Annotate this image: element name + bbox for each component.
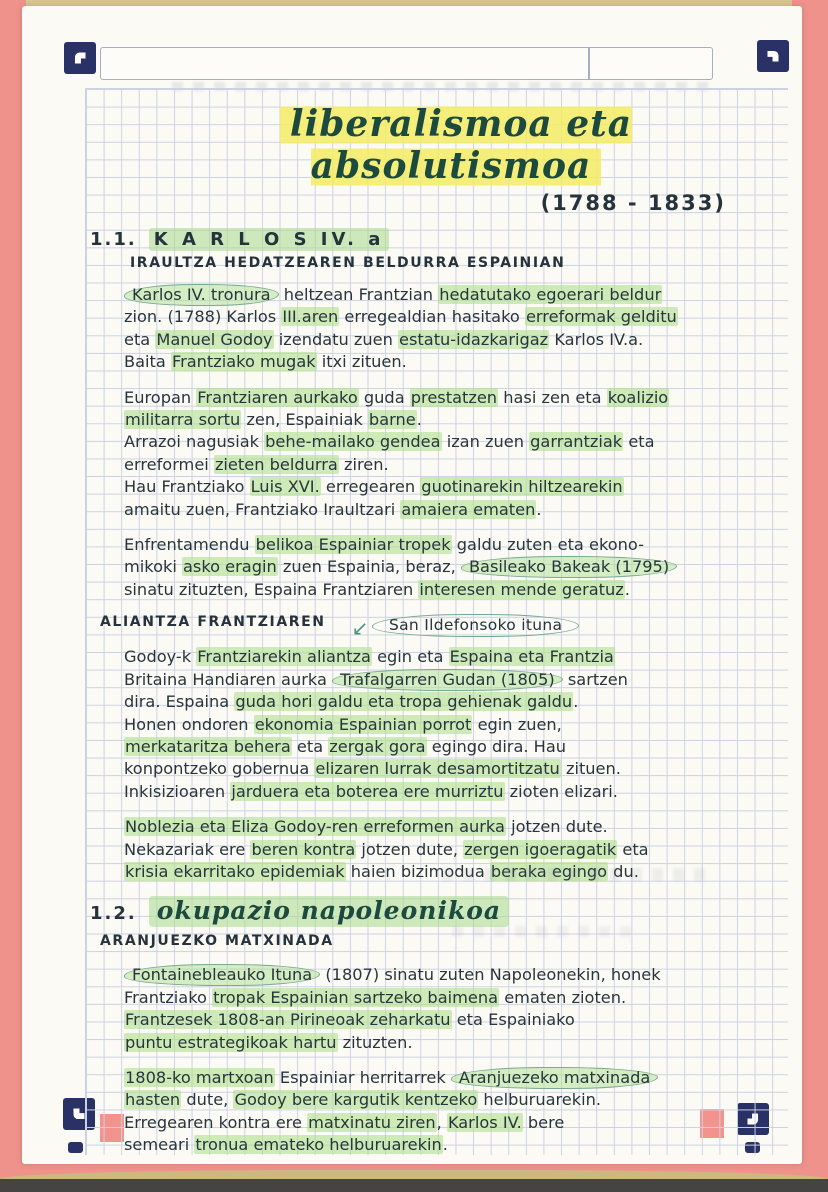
note-text: Erregearen kontra ere xyxy=(124,1112,308,1132)
name-field xyxy=(100,47,713,80)
note-paragraph xyxy=(124,646,784,803)
note-text: . xyxy=(573,692,579,712)
note-text: zen, Espainiak xyxy=(241,410,368,430)
highlighted-text: merkataritza behera xyxy=(125,736,291,756)
note-text: amaitu zuen, Frantziako Iraultzari xyxy=(124,499,401,519)
highlighted-text: guda hori galdu eta tropa gehienak galdu xyxy=(235,692,573,712)
highlighted-text: amaiera ematen xyxy=(401,499,536,519)
note-text: erreformei xyxy=(124,454,214,474)
note-text: haien bizimodua xyxy=(345,861,490,881)
subheading: ARANJUEZKO MATXINADA xyxy=(100,933,334,950)
note-text: Godoy-k xyxy=(124,647,197,667)
scan-corner-icon xyxy=(757,40,789,72)
highlighted-text: Luis XVI. xyxy=(250,477,320,497)
note-text: Baita xyxy=(124,352,171,372)
note-text: ematen zioten. xyxy=(499,987,627,1007)
section-heading xyxy=(90,229,784,250)
note-text: semeari xyxy=(124,1135,195,1155)
note-line xyxy=(124,534,784,556)
highlighted-text: prestatzen xyxy=(410,387,498,407)
note-line xyxy=(124,1089,784,1111)
name-box-divider xyxy=(588,48,590,79)
circled-term: Basileako Bakeak (1795) xyxy=(461,556,677,578)
note-text: sartzen xyxy=(562,669,628,689)
note-text: bere xyxy=(522,1112,565,1132)
note-line xyxy=(124,284,784,306)
note-text: egin zuen, xyxy=(472,714,562,734)
note-text: hasi zen eta xyxy=(498,387,607,407)
circled-term: Aranjuezeko matxinada xyxy=(451,1067,658,1089)
note-paragraph xyxy=(124,284,784,374)
note-line xyxy=(124,987,784,1009)
note-text: eta xyxy=(124,329,156,349)
notes-period: (1788 - 1833) xyxy=(540,191,726,215)
section-heading xyxy=(90,896,784,925)
highlighted-text: Karlos IV. xyxy=(447,1112,522,1132)
notes-title xyxy=(128,103,784,187)
note-text: konpontzeko gobernua xyxy=(124,759,315,779)
note-text: heltzean Frantzian xyxy=(278,285,439,304)
note-paragraph xyxy=(124,534,784,601)
note-paragraph xyxy=(124,387,784,521)
section-number: 1.2. xyxy=(90,903,137,925)
note-text: Britaina Handiaren aurka xyxy=(124,669,333,689)
note-text: . xyxy=(442,1135,448,1155)
note-text: Nekazariak ere xyxy=(124,839,251,859)
note-text: izendatu zuen xyxy=(273,329,399,349)
annotation-bubble: San Ildefonsoko ituna xyxy=(372,614,579,637)
subheading: IRAULTZA HEDATZEAREN BELDURRA ESPAINIAN xyxy=(130,255,566,271)
note-text: jotzen dute. xyxy=(505,817,608,837)
note-line xyxy=(124,351,784,373)
note-line xyxy=(124,579,784,601)
desk-shadow xyxy=(0,1179,828,1192)
highlighted-text: barne xyxy=(368,410,416,430)
note-text: izan zuen xyxy=(441,432,530,452)
circled-term: Fontainebleauko Ituna xyxy=(124,964,320,986)
highlighted-text: 1808-ko martxoan xyxy=(125,1067,274,1087)
note-text: zituzten. xyxy=(337,1032,413,1052)
section-title: K A R L O S IV. a xyxy=(149,228,390,251)
note-paragraph xyxy=(124,964,784,1054)
highlighted-text: krisia ekarritako epidemiak xyxy=(125,861,345,881)
note-line xyxy=(124,816,784,838)
note-text: Hau Frantziako xyxy=(124,477,250,497)
highlighted-text: koalizio xyxy=(607,387,669,407)
note-text: zuen Espainia, beraz, xyxy=(277,557,461,577)
note-text: guda xyxy=(358,387,410,407)
note-line xyxy=(124,758,784,780)
note-text: erregearen xyxy=(320,477,421,497)
highlighted-text: tronua emateko helburuarekin xyxy=(195,1135,442,1155)
highlighted-text: zergen igoeragatik xyxy=(464,839,617,859)
note-text: eta Espainiako xyxy=(451,1010,575,1030)
highlighted-text: estatu-idazkarigaz xyxy=(399,329,549,349)
grid-paper xyxy=(85,88,788,1155)
highlighted-text: belikoa Espainiar tropek xyxy=(255,535,451,555)
highlighted-text: jarduera eta boterea ere murriztu xyxy=(231,781,504,801)
note-line xyxy=(124,781,784,803)
highlighted-text: interesen mende geratuz xyxy=(419,579,624,599)
note-text: eta xyxy=(291,736,329,756)
note-text: itxi zituen. xyxy=(316,352,407,372)
note-text: zion. (1788) Karlos xyxy=(124,307,282,327)
highlighted-text: III.aren xyxy=(282,307,339,327)
note-text: erregealdian hasitako xyxy=(339,307,525,327)
note-text: eta xyxy=(617,839,649,859)
note-line xyxy=(124,839,784,861)
note-line xyxy=(124,556,784,578)
highlighted-text: zergak gora xyxy=(329,736,426,756)
scan-dot-icon xyxy=(68,1142,83,1153)
notes-title-text: liberalismoa eta absolutismoa xyxy=(280,102,632,190)
highlighted-text: Frantzesek 1808-an Pirineoak zeharkatu xyxy=(125,1010,451,1030)
highlighted-text: militarra sortu xyxy=(125,410,241,430)
note-line xyxy=(124,387,784,409)
note-line xyxy=(124,1032,784,1054)
note-line xyxy=(124,736,784,758)
note-line xyxy=(124,409,784,431)
note-text: Frantziako xyxy=(124,987,213,1007)
ink-bleed-through xyxy=(442,868,712,881)
highlighted-text: asko eragin xyxy=(182,557,277,577)
note-line xyxy=(124,1067,784,1089)
note-text: . xyxy=(624,579,630,599)
annotated-heading xyxy=(100,614,784,640)
note-text: du. xyxy=(608,861,639,881)
note-line xyxy=(124,691,784,713)
note-text: Espainiar herritarrek xyxy=(274,1067,451,1087)
highlighted-text: Noblezia eta Eliza Godoy-ren erreformen aurka xyxy=(125,817,505,837)
note-text: Honen ondoren xyxy=(124,714,254,734)
page-stack-edge-bottom xyxy=(0,1170,828,1179)
note-text: , xyxy=(436,1112,447,1132)
note-line xyxy=(124,964,784,986)
highlighted-text: guotinarekin hiltzearekin xyxy=(421,477,623,497)
note-text: egingo dira. Hau xyxy=(426,736,567,756)
note-line xyxy=(124,646,784,668)
highlighted-text: garrantziak xyxy=(530,432,623,452)
highlighted-text: Frantziaren aurkako xyxy=(197,387,358,407)
highlighted-text: puntu estrategikoak hartu xyxy=(125,1032,337,1052)
highlighted-text: Frantziarekin aliantza xyxy=(197,647,371,667)
note-line xyxy=(124,329,784,351)
note-text: eta xyxy=(623,432,655,452)
note-line xyxy=(124,306,784,328)
section-number: 1.1. xyxy=(90,229,137,250)
highlighted-text: Frantziako mugak xyxy=(171,352,316,372)
highlighted-text: erreformak gelditu xyxy=(525,307,677,327)
highlighted-text: Manuel Godoy xyxy=(156,329,273,349)
ink-bleed-through xyxy=(452,926,632,937)
highlighted-text: behe-mailako gendea xyxy=(265,432,441,452)
note-text: zituen. xyxy=(560,759,621,779)
highlighted-text: zieten beldurra xyxy=(214,454,338,474)
note-line xyxy=(124,1009,784,1031)
note-text: Arrazoi nagusiak xyxy=(124,432,265,452)
subheading-label: ALIANTZA FRANTZIAREN xyxy=(100,614,326,631)
section-title: okupazio napoleonikoa xyxy=(149,896,509,927)
note-text: sinatu zituzten, Espaina Frantziaren xyxy=(124,579,419,599)
circled-term: Trafalgarren Gudan (1805) xyxy=(332,669,563,691)
note-line xyxy=(124,1112,784,1134)
highlighted-text: Espaina eta Frantzia xyxy=(449,647,614,667)
note-text: Karlos IV.a. xyxy=(549,329,644,349)
highlighted-text: hasten xyxy=(125,1090,181,1110)
highlighted-text: matxinatu ziren xyxy=(308,1112,436,1132)
note-text: . xyxy=(416,410,422,430)
note-text: ziren. xyxy=(338,454,389,474)
note-line xyxy=(124,499,784,521)
note-text: dute, xyxy=(181,1090,234,1110)
note-text: helburuarekin. xyxy=(478,1090,602,1110)
note-line xyxy=(124,454,784,476)
note-text: egin eta xyxy=(371,647,449,667)
note-line xyxy=(124,1134,784,1155)
note-text: zioten elizari. xyxy=(504,781,618,801)
note-text: jotzen dute, xyxy=(356,839,464,859)
note-line xyxy=(124,431,784,453)
note-line xyxy=(124,476,784,498)
highlighted-text: beren kontra xyxy=(251,839,356,859)
highlighted-text: beraka egingo xyxy=(490,861,608,881)
note-text: mikoki xyxy=(124,557,182,577)
note-text: Enfrentamendu xyxy=(124,535,255,555)
highlighted-text: Godoy bere kargutik kentzeko xyxy=(234,1090,478,1110)
note-text: Europan xyxy=(124,387,197,407)
highlighted-text: elizaren lurrak desamortitzatu xyxy=(315,759,560,779)
highlighted-text: tropak Espainian sartzeko baimena xyxy=(213,987,499,1007)
handwritten-notes xyxy=(86,89,788,1155)
note-line xyxy=(124,669,784,691)
scan-corner-icon xyxy=(64,42,96,74)
highlighted-text: hedatutako egoerari beldur xyxy=(439,285,662,304)
note-text: dira. Espaina xyxy=(124,692,235,712)
note-text: . xyxy=(536,499,542,519)
arrow-down-left-icon: ↙ xyxy=(351,616,370,641)
highlighted-text: ekonomia Espainian porrot xyxy=(254,714,472,734)
note-text: Inkisizioaren xyxy=(124,781,231,801)
note-text: (1807) sinatu zuten Napoleonekin, honek xyxy=(320,965,661,985)
notebook-page xyxy=(22,6,802,1164)
note-text: galdu zuten eta ekono- xyxy=(451,535,644,555)
note-line xyxy=(124,714,784,736)
note-paragraph xyxy=(124,1067,784,1155)
circled-term: Karlos IV. tronura xyxy=(124,284,279,306)
